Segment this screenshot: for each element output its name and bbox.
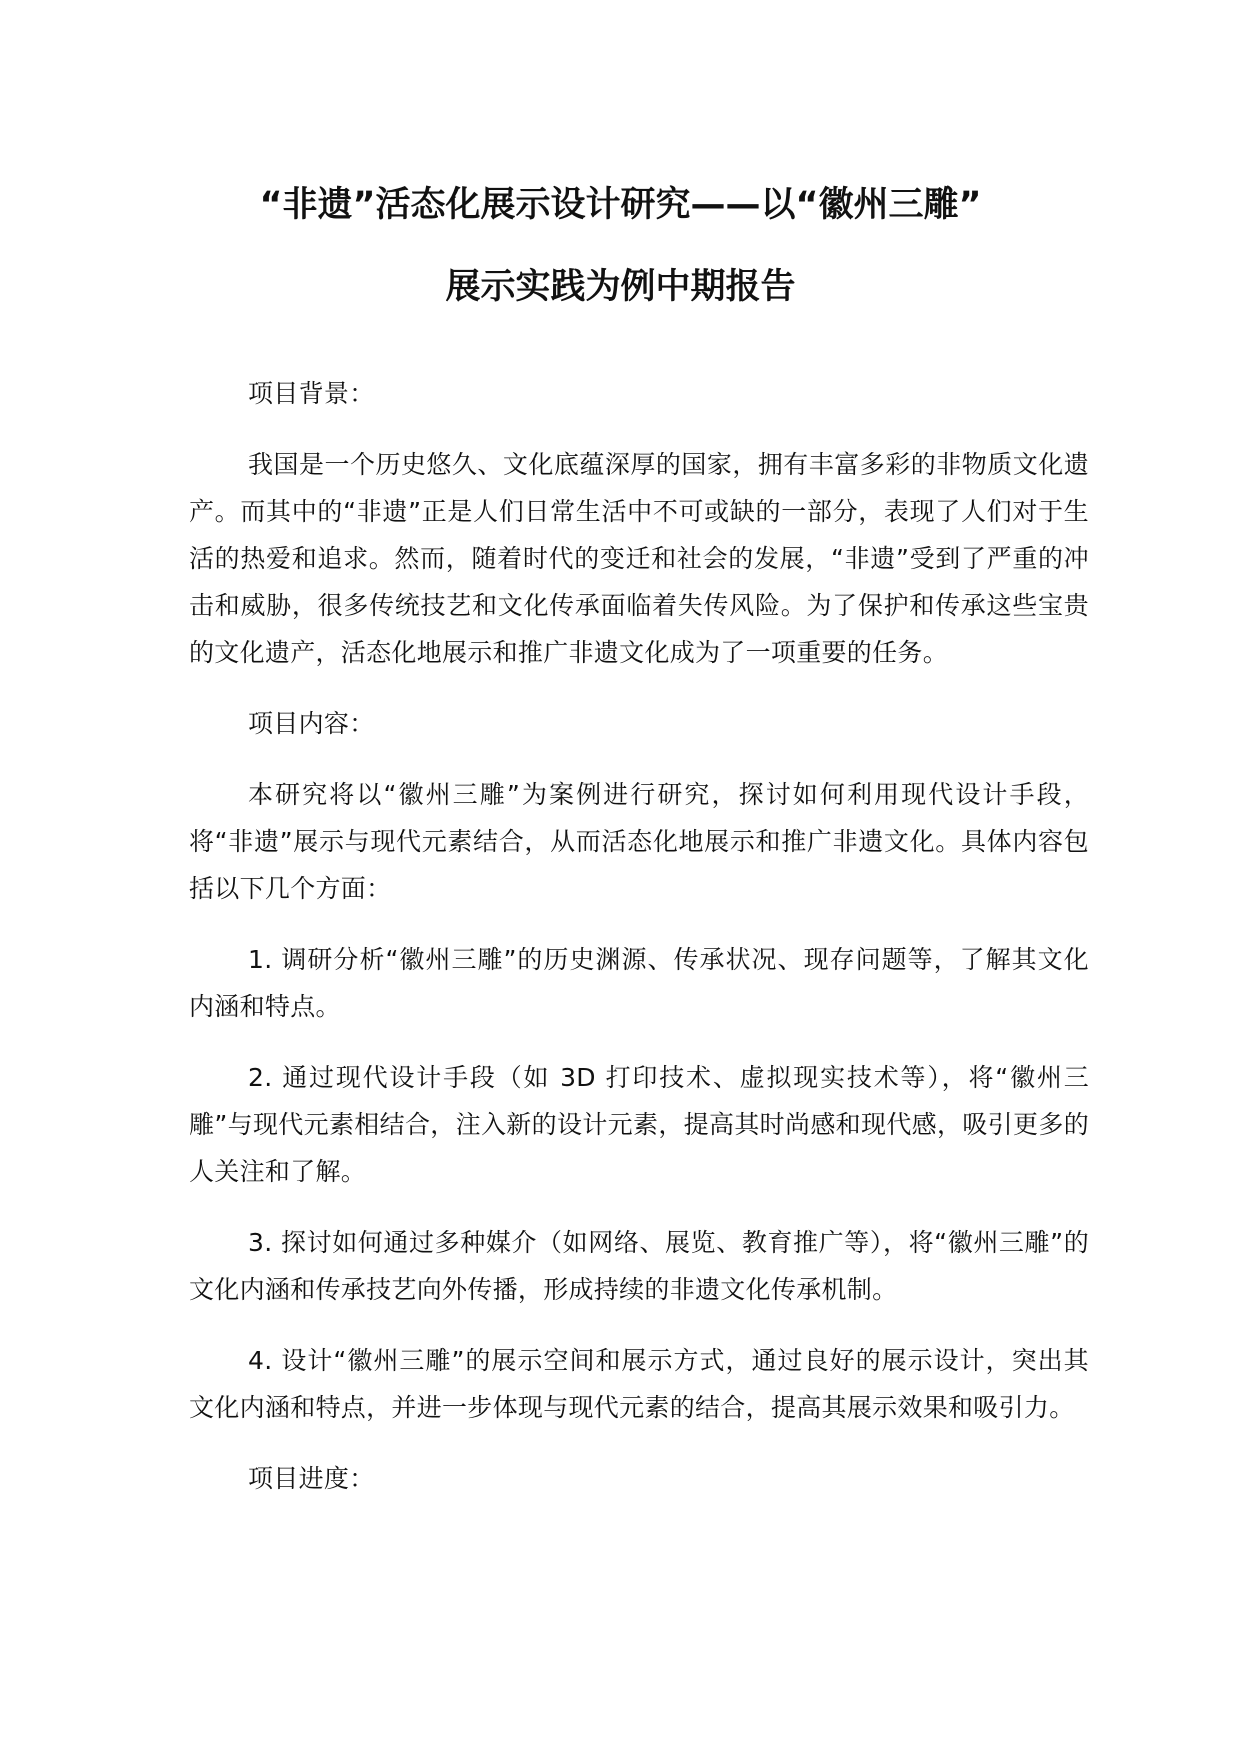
section-heading-content: 项目内容： (248, 709, 375, 738)
content-item-3: 3. 探讨如何通过多种媒介（如网络、展览、教育推广等），将“徽州三雕”的文化内涵和传承技艺向外传播，形成持续的非遗文化传承机制。 (189, 1228, 1089, 1304)
section-heading-background: 项目背景： (248, 379, 375, 408)
document-title-line-2: 展示实践为例中期报告 (445, 267, 796, 307)
document-title-line-1: “非遗”活态化展示设计研究——以“徽州三雕” (259, 185, 982, 225)
document-body (189, 370, 1089, 1526)
section-heading-progress: 项目进度： (248, 1464, 375, 1493)
content-item-4: 4. 设计“徽州三雕”的展示空间和展示方式，通过良好的展示设计，突出其文化内涵和特点，并进一步体现与现代元素的结合，提高其展示效果和吸引力。 (189, 1346, 1089, 1422)
background-paragraph: 我国是一个历史悠久、文化底蕴深厚的国家，拥有丰富多彩的非物质文化遗产。而其中的“非遗”正是人们日常生活中不可或缺的一部分，表现了人们对于生活的热爱和追求。然而，随着时代的变迁和社会的发展，“非遗”受到了严重的冲击和威胁，很多传统技艺和文化传承面临着失传风险。为了保护和传承这些宝贵的文化遗产，活态化地展示和推广非遗文化成为了一项重要的任务。 (189, 450, 1089, 667)
content-item-1: 1. 调研分析“徽州三雕”的历史渊源、传承状况、现存问题等，了解其文化内涵和特点。 (189, 945, 1089, 1021)
content-intro-paragraph: 本研究将以“徽州三雕”为案例进行研究，探讨如何利用现代设计手段，将“非遗”展示与现代元素结合，从而活态化地展示和推广非遗文化。具体内容包括以下几个方面： (189, 780, 1089, 903)
content-item-2: 2. 通过现代设计手段（如 3D 打印技术、虚拟现实技术等），将“徽州三雕”与现代元素相结合，注入新的设计元素，提高其时尚感和现代感，吸引更多的人关注和了解。 (189, 1063, 1089, 1186)
